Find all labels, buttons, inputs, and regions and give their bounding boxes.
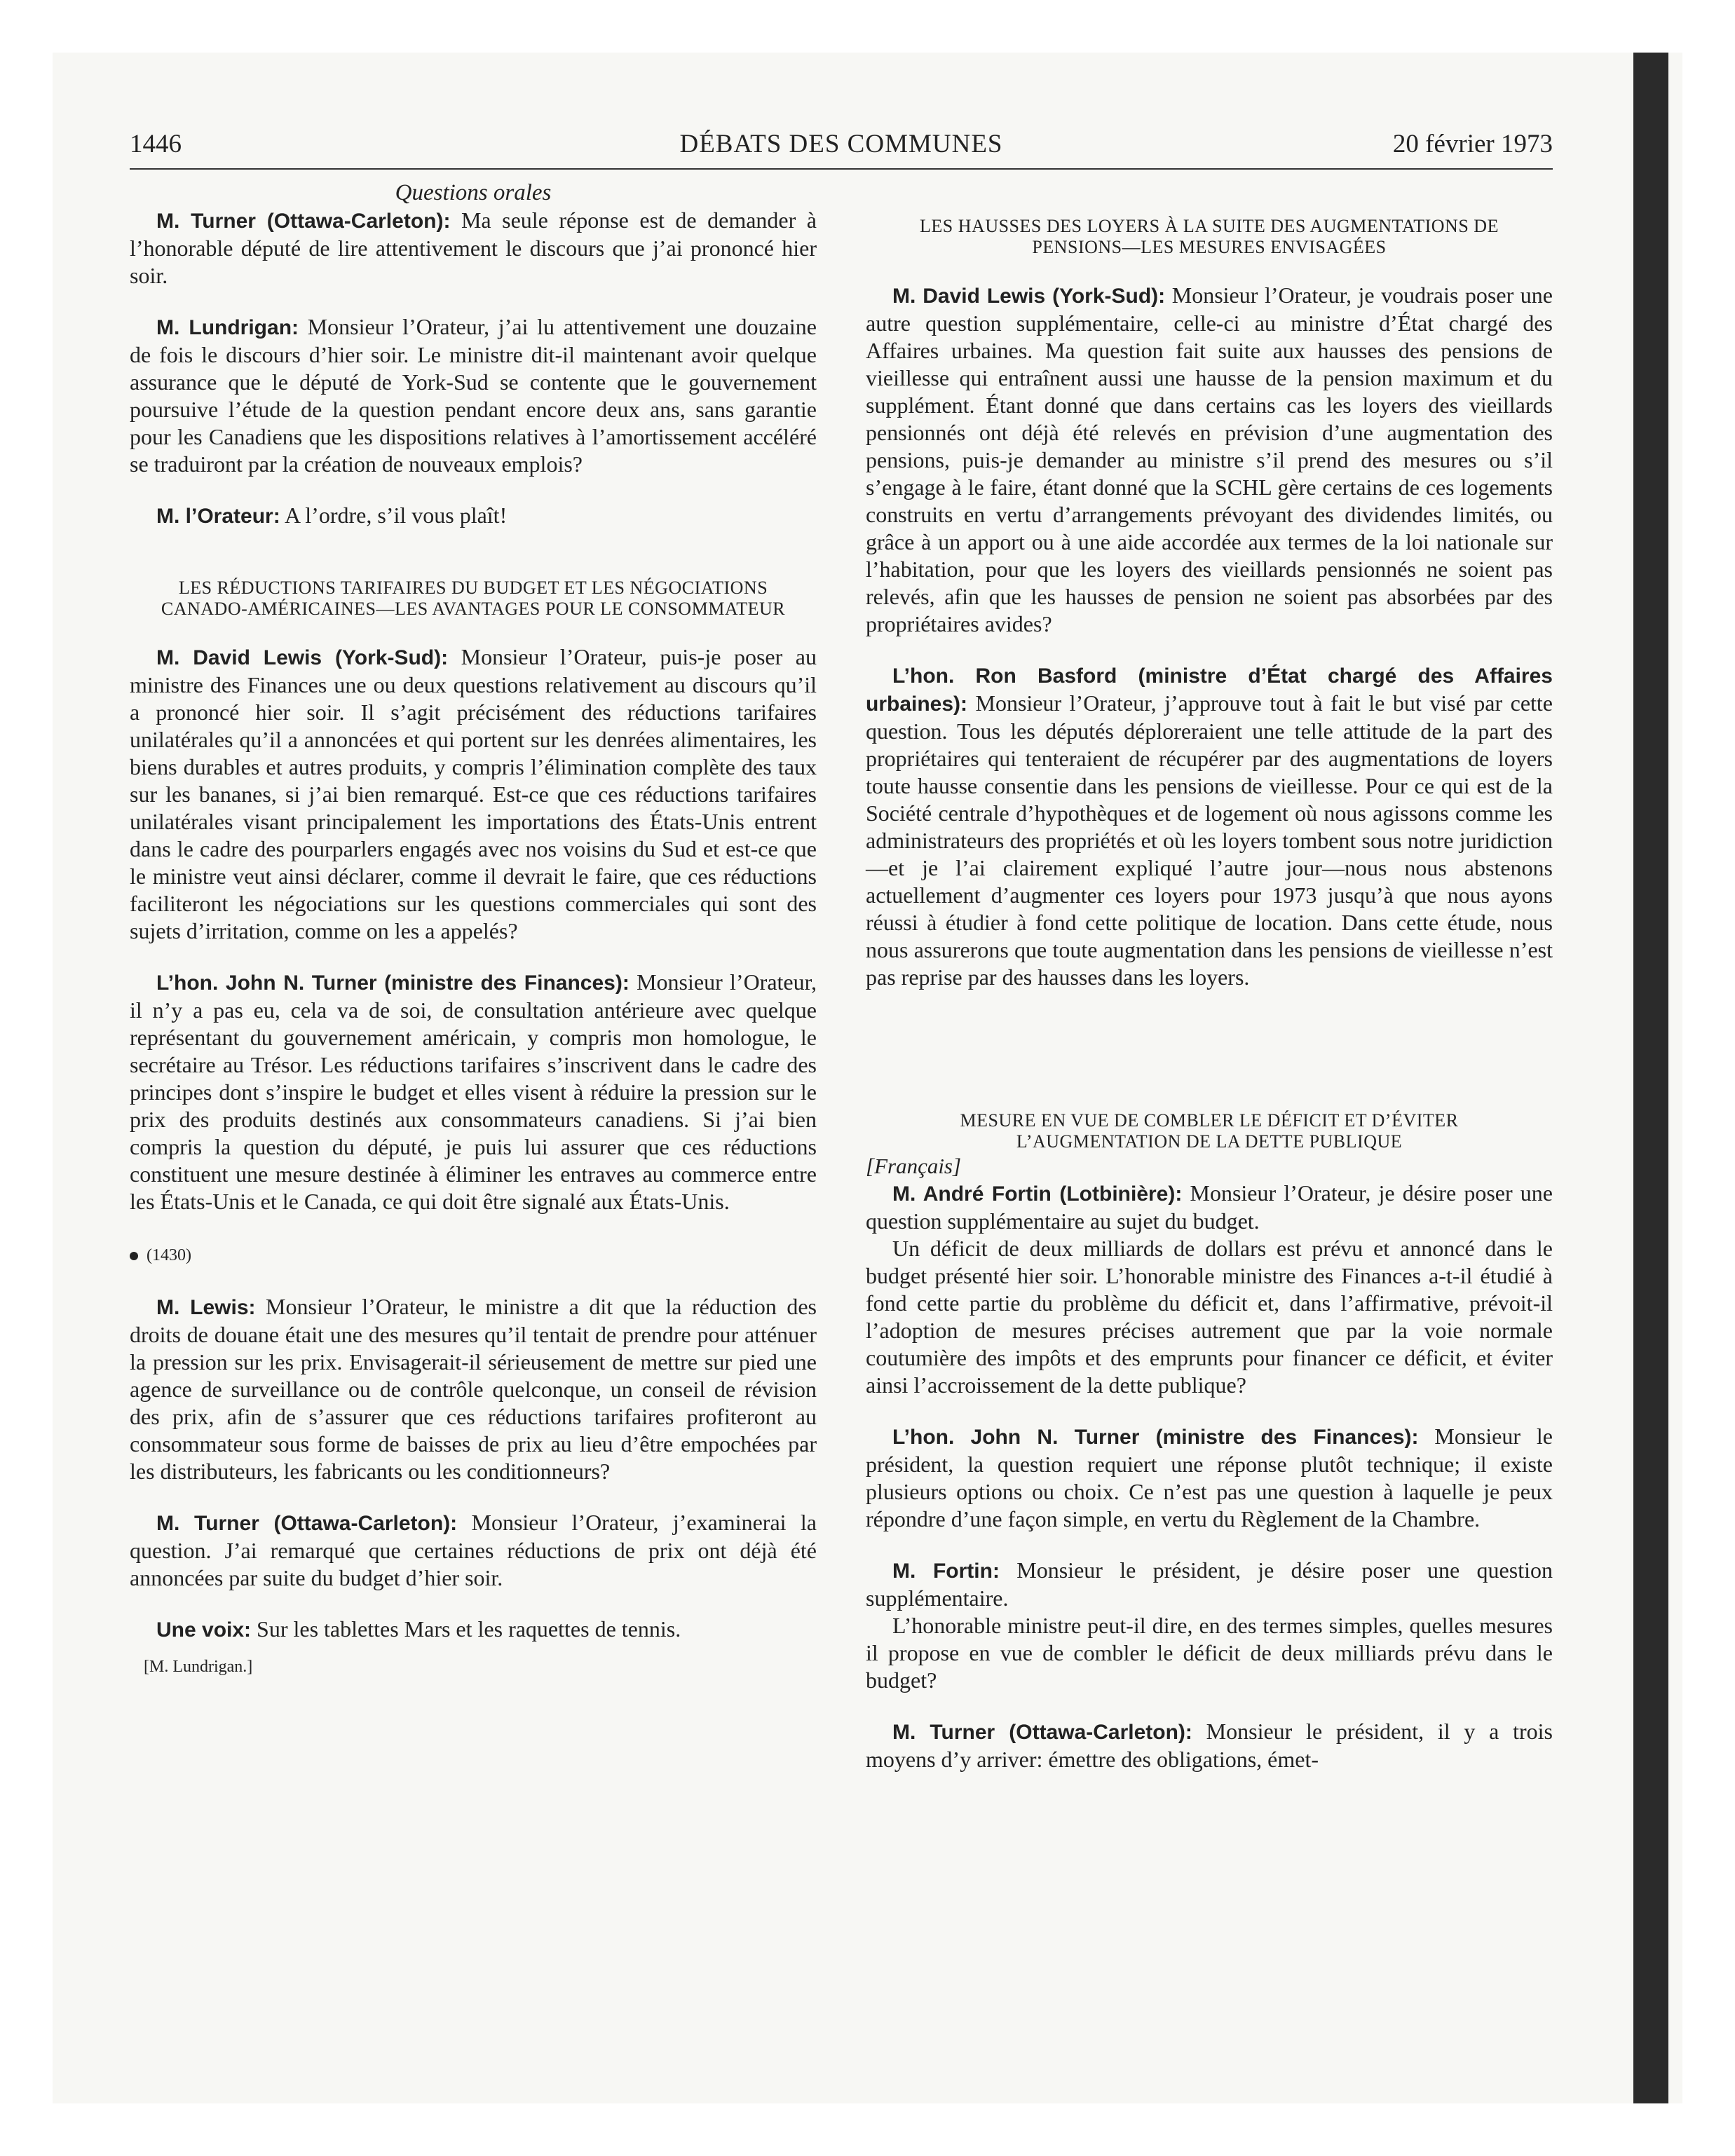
speech-paragraph-continued: Un déficit de deux milliards de dollars est prévu et annoncé dans le budget présenté hier soir. L’honorable ministre des Finances a-t-il étudié à fond cette partie du problème du déficit et, dans l’affirmative, prévoit-il l’adoption de mesures précises autrement que par la voie normale coutumière des impôts et des emprunts pour financer ce déficit, et éviter ainsi l’accroissement de la dette publique?: [866, 1236, 1553, 1398]
speaker-name: L’hon. John N. Turner (ministre des Finances):: [892, 1426, 1419, 1449]
bullet-icon: [130, 1252, 138, 1260]
speech-paragraph: [130, 969, 817, 1215]
speech-text: Monsieur l’Orateur, je voudrais poser une autre question supplémentaire, celle-ci au ministre d’État chargé des Affaires urbaines. Ma question fait suite aux hausses des pensions de vieillesse qui entraînent aussi une hausse de la pension maximum et du supplément. Étant donné que dans certains cas les loyers des vieillards pensionnés ont déjà été relevés en prévision d’une augmentation des pensions, puis-je demander au ministre s’il prend des mesures ou s’il s’engage à le faire, étant donné que la SCHL gère certains de ces logements construits en vertu d’arrangements prévoyant des dividendes limités, ou grâce à un apport ou à une aide accordée aux termes de la loi nationale sur l’habitation, pour que les loyers des vieillards pensionnés ne soient pas relevés, afin que les hausses de pension ne soient pas absorbées par des propriétaires avides?: [866, 282, 1553, 636]
speech-paragraph: [130, 207, 817, 289]
speech-text: Ma seule réponse est de demander à l’honorable député de lire attentivement le discours que j’ai prononcé hier soir.: [130, 207, 817, 288]
speech-text: Monsieur l’Orateur, j’approuve tout à fait le but visé par cette question. Tous les députés déploreraient une telle attitude de la part des propriétaires qui tenteraient de récupérer par des augmentations de loyers toute hausse consentie dans les pensions de vieillesse. Pour ce qui est de la Société centrale d’hypothèques et de logement où nous agissons comme les administrateurs des propriétés et où les loyers tombent sous notre juridiction—et je l’ai clairement expliqué l’autre jour—nous nous abstenons actuellement d’augmenter ces loyers pour 1973 jusqu’à que nous ayons réussi à étudier à fond cette politique de location. Dans cette étude, nous nous assurerons que toute augmentation dans les pensions de vieillesse n’est pas reprise par des hausses dans les loyers.: [866, 690, 1553, 990]
speech-text: A l’ordre, s’il vous plaît!: [280, 503, 508, 528]
speech-text: Monsieur l’Orateur, puis-je poser au ministre des Finances une ou deux questions relativement au discours qu’il a prononcé hier soir. Il s’agit précisément des réductions tarifaires unilatérales qu’il a annoncées et qui portent sur les denrées alimentaires, les biens durables et autres produits, y compris l’élimination complète des taux sur les bananes, si j’ai bien remarqué. Est-ce que ces réductions tarifaires unilatérales visant principalement les importations des États-Unis entrent dans le cadre des pourparlers engagés avec nos voisins du Sud et est-ce que le ministre veut ainsi déclarer, comme il devrait le faire, que ces réductions faciliteront les négociations sur les questions commerciales qui sont des sujets d’irritation, comme on les a appelés?: [130, 644, 817, 943]
section-title: LES RÉDUCTIONS TARIFAIRES DU BUDGET ET LES NÉGOCIATIONS CANADO-AMÉRICAINES—LES AVANTAGES POUR LE CONSOMMATEUR: [161, 578, 786, 619]
speech-text: Monsieur le président, il y a trois moyens d’y arriver: émettre des obligations, émet-: [866, 1719, 1553, 1772]
speech-text: Monsieur l’Orateur, j’ai lu attentivement une douzaine de fois le discours d’hier soir. Le ministre dit-il maintenant avoir quelque assurance que le député de York-Sud se contente que le gouvernement poursuive l’étude de la question pendant encore deux ans, sans garantie pour les Canadiens que les dispositions relatives à l’amortissement accéléré se traduiront par la création de nouveaux emplois?: [130, 314, 817, 477]
speaker-name: M. Turner (Ottawa-Carleton):: [156, 1512, 458, 1535]
left-column: [130, 179, 817, 1681]
section-title: LES HAUSSES DES LOYERS À LA SUITE DES AUGMENTATIONS DE PENSIONS—LES MESURES ENVISAGÉES: [920, 216, 1499, 257]
speech-text: Monsieur le président, la question requiert une réponse plutôt technique; il existe plusieurs options ou choix. Ce n’est pas une question à laquelle je peux répondre d’une façon simple, en vertu du Règlement de la Chambre.: [866, 1424, 1553, 1531]
speech-paragraph: [866, 1423, 1553, 1533]
journal-title: DÉBATS DES COMMUNES: [679, 130, 1003, 158]
speaker-name: M. l’Orateur:: [156, 505, 280, 528]
scan-edge: [1633, 53, 1668, 2103]
speech-paragraph: [130, 1616, 817, 1644]
speech-paragraph: [866, 1180, 1553, 1235]
page-header: [130, 123, 1553, 170]
right-column: [866, 179, 1553, 1773]
speech-paragraph: [866, 282, 1553, 638]
speaker-name: L’hon. Ron Basford (ministre d’État chargé des Affaires urbaines):: [866, 664, 1553, 716]
speech-paragraph: [130, 1293, 817, 1485]
speech-text: Monsieur le président, je désire poser une question supplémentaire.: [866, 1557, 1553, 1611]
time-marker-text: (1430): [147, 1246, 191, 1264]
speaker-name: M. Lewis:: [156, 1296, 256, 1319]
speech-text: Monsieur l’Orateur, j’examinerai la question. J’ai remarqué que certaines réductions de prix ont déjà été annoncées par suite du budget d’hier soir.: [130, 1510, 817, 1590]
speaker-name: Une voix:: [156, 1618, 252, 1642]
speaker-name: M. David Lewis (York-Sud):: [892, 285, 1166, 308]
time-marker: [130, 1242, 817, 1269]
speech-text: Monsieur l’Orateur, il n’y a pas eu, cela va de soi, de consultation antérieure avec quelque représentant du gouvernement américain, y compris mon homologue, le secrétaire au Trésor. Les réductions tarifaires s’inscrivent dans le cadre des principes dont s’inspire le budget et elles visent à réduire la pression sur le prix des produits destinés aux consommateurs canadiens. Si j’ai bien compris la question du député, je puis lui assurer que ces réductions constituent une mesure destinée à éliminer les entraves au commerce entre les États-Unis et le Canada, ce qui doit être signalé aux États-Unis.: [130, 969, 817, 1214]
speaker-name: M. David Lewis (York-Sud):: [156, 646, 449, 669]
speech-paragraph-continued: L’honorable ministre peut-il dire, en des termes simples, quelles mesures il propose en vue de combler le déficit de deux milliards prévu dans le budget?: [866, 1613, 1553, 1693]
speech-text: Sur les tablettes Mars et les raquettes de tennis.: [251, 1616, 681, 1642]
speech-paragraph: [866, 662, 1553, 991]
speech-paragraph: [130, 643, 817, 945]
speaker-name: M. Lundrigan:: [156, 316, 299, 339]
speech-paragraph: [130, 1509, 817, 1592]
page-footnote: [M. Lundrigan.]: [144, 1658, 253, 1676]
speaker-name: L’hon. John N. Turner (ministre des Finances):: [156, 971, 630, 995]
speaker-name: M. Fortin:: [892, 1560, 1000, 1583]
speech-text: Monsieur l’Orateur, le ministre a dit que la réduction des droits de douane était une des mesures qu’il tentait de prendre pour atténuer la pression sur les prix. Envisagerait-il sérieusement de mettre sur pied une agence de surveillance ou de contrôle quelconque, un conseil de révision des prix, afin de s’assurer que ces réductions tarifaires profiteront au consommateur sous forme de baisses de prix au lieu d’être empochées par les distributeurs, les fabricants ou les conditionneurs?: [130, 1294, 817, 1484]
speech-text: Monsieur l’Orateur, je désire poser une question supplémentaire au sujet du budget.: [866, 1180, 1553, 1234]
speech-paragraph: [130, 502, 817, 530]
speech-paragraph: [130, 313, 817, 478]
issue-date: 20 février 1973: [1392, 130, 1553, 158]
section-subhead: Questions orales: [395, 180, 552, 205]
language-marker: [Français]: [866, 1154, 962, 1178]
speaker-name: M. Turner (Ottawa-Carleton):: [892, 1721, 1192, 1744]
section-title: MESURE EN VUE DE COMBLER LE DÉFICIT ET D’ÉVITER L’AUGMENTATION DE LA DETTE PUBLIQUE: [960, 1110, 1459, 1152]
speech-paragraph: [866, 1718, 1553, 1773]
speech-paragraph: [866, 1557, 1553, 1612]
speaker-name: M. Turner (Ottawa-Carleton):: [156, 210, 451, 233]
page-number: 1446: [130, 130, 182, 158]
speaker-name: M. André Fortin (Lotbinière):: [892, 1182, 1183, 1206]
